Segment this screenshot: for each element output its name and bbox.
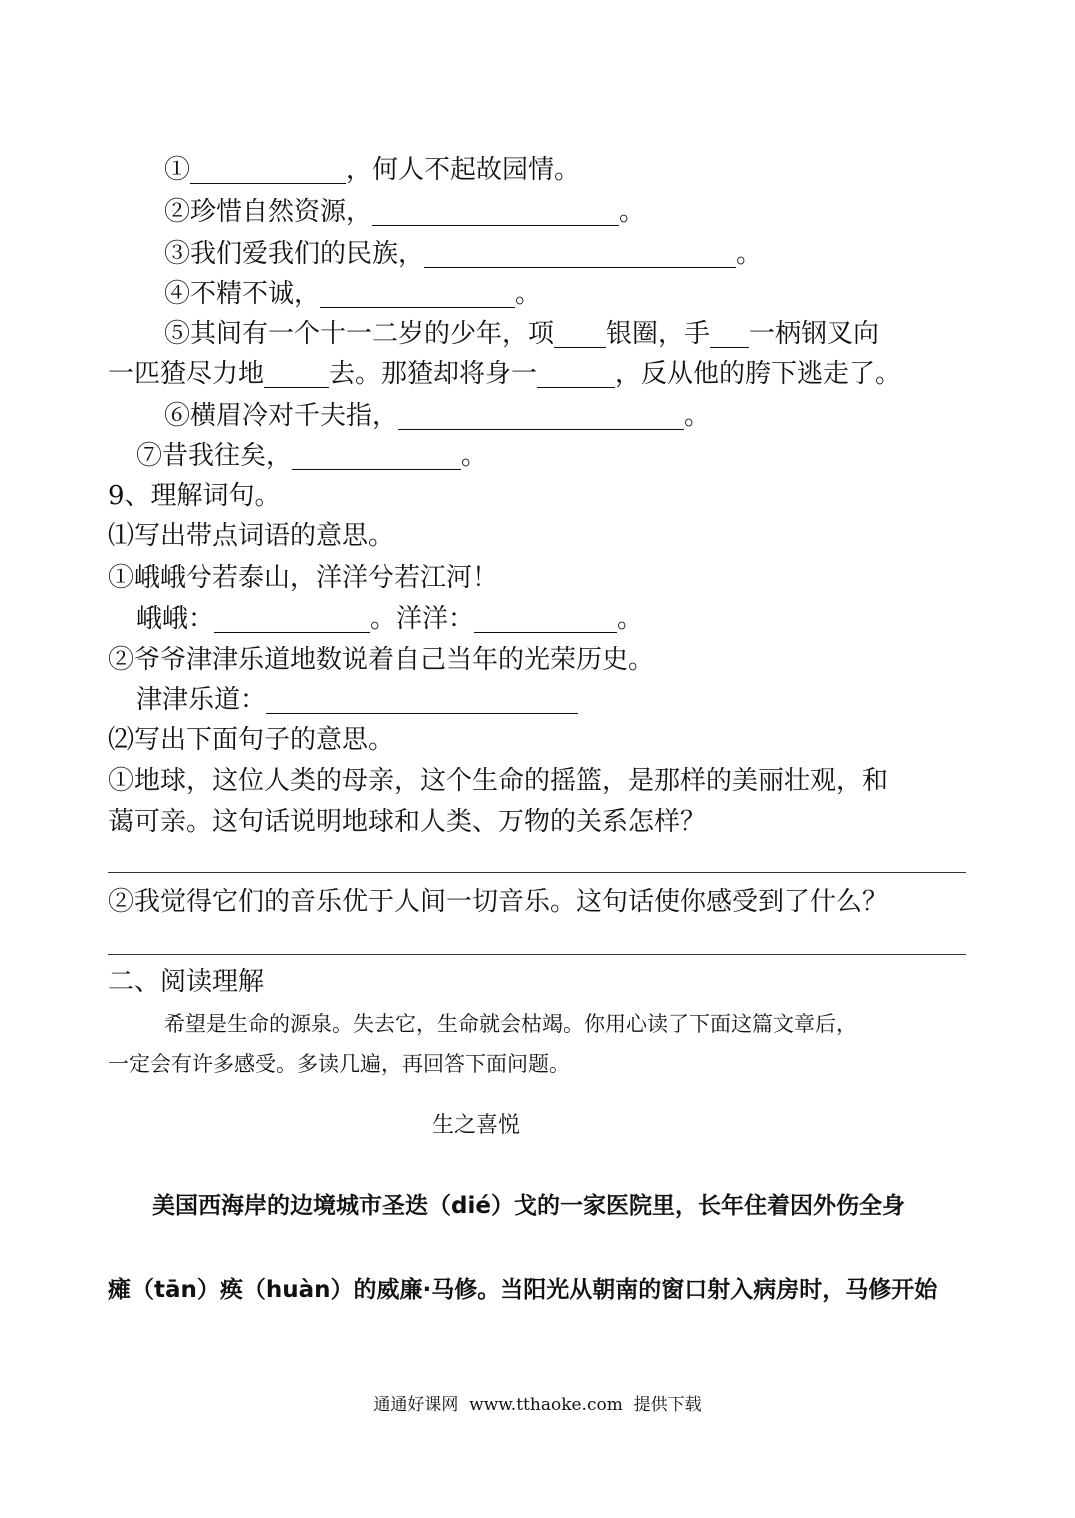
question-9-heading: 9、理解词句。 — [108, 481, 281, 511]
story-title: 生之喜悦 — [432, 1113, 521, 1138]
question-9-part1-item1: ①峨峨兮若泰山，洋洋兮若江河！ — [108, 563, 499, 593]
page-footer: 通通好课网 www.tthaoke.com 提供下载 — [373, 1395, 702, 1415]
question-9-part1-item1-answer: 峨峨：____________。洋洋：___________。 — [136, 604, 644, 634]
answer-line-1 — [108, 872, 966, 873]
question-9-part2-item2: ②我觉得它们的音乐优于人间一切音乐。这句话使你感受到了什么？ — [108, 887, 889, 917]
fill-item-7: ⑦昔我往矣，_____________。 — [136, 441, 488, 471]
question-9-part1-item2-answer: 津津乐道：________________________ — [136, 685, 579, 715]
section-2-heading: 二、阅读理解 — [108, 967, 265, 997]
question-9-part2-item1-line2: 蔼可亲。这句话说明地球和人类、万物的关系怎样？ — [108, 807, 707, 837]
fill-item-3: ③我们爱我们的民族，________________________。 — [164, 239, 763, 269]
question-9-part1: ⑴写出带点词语的意思。 — [108, 521, 395, 551]
fill-item-5-line2: 一匹猹尽力地_____去。那猹却将身一______，反从他的胯下逃走了。 — [108, 359, 902, 389]
question-9-part2-item1-line1: ①地球，这位人类的母亲，这个生命的摇篮，是那样的美丽壮观，和 — [108, 766, 889, 796]
fill-item-6: ⑥横眉冷对千夫指，______________________。 — [164, 401, 711, 431]
question-9-part1-item2: ②爷爷津津乐道地数说着自己当年的光荣历史。 — [108, 645, 655, 675]
answer-line-2 — [108, 954, 966, 955]
question-9-part2: ⑵写出下面句子的意思。 — [108, 725, 395, 755]
section-2-intro-line2: 一定会有许多感受。多读几遍，再回答下面问题。 — [108, 1052, 570, 1076]
fill-item-5-line1: ⑤其间有一个十一二岁的少年，项____银圈，手___一柄钢叉向 — [164, 319, 880, 349]
fill-item-1: ①____________，何人不起故园情。 — [164, 155, 581, 185]
section-2-intro-line1: 希望是生命的源泉。失去它，生命就会枯竭。你用心读了下面这篇文章后， — [164, 1012, 857, 1036]
story-paragraph-line1: 美国西海岸的边境城市圣迭（dié）戈的一家医院里，长年住着因外伤全身 — [152, 1193, 905, 1219]
fill-item-4: ④不精不诚，_______________。 — [164, 279, 542, 309]
fill-item-2: ②珍惜自然资源，___________________。 — [164, 197, 646, 227]
story-paragraph-line2: 瘫（tān）痪（huàn）的威廉·马修。当阳光从朝南的窗口射入病房时，马修开始 — [108, 1277, 938, 1303]
